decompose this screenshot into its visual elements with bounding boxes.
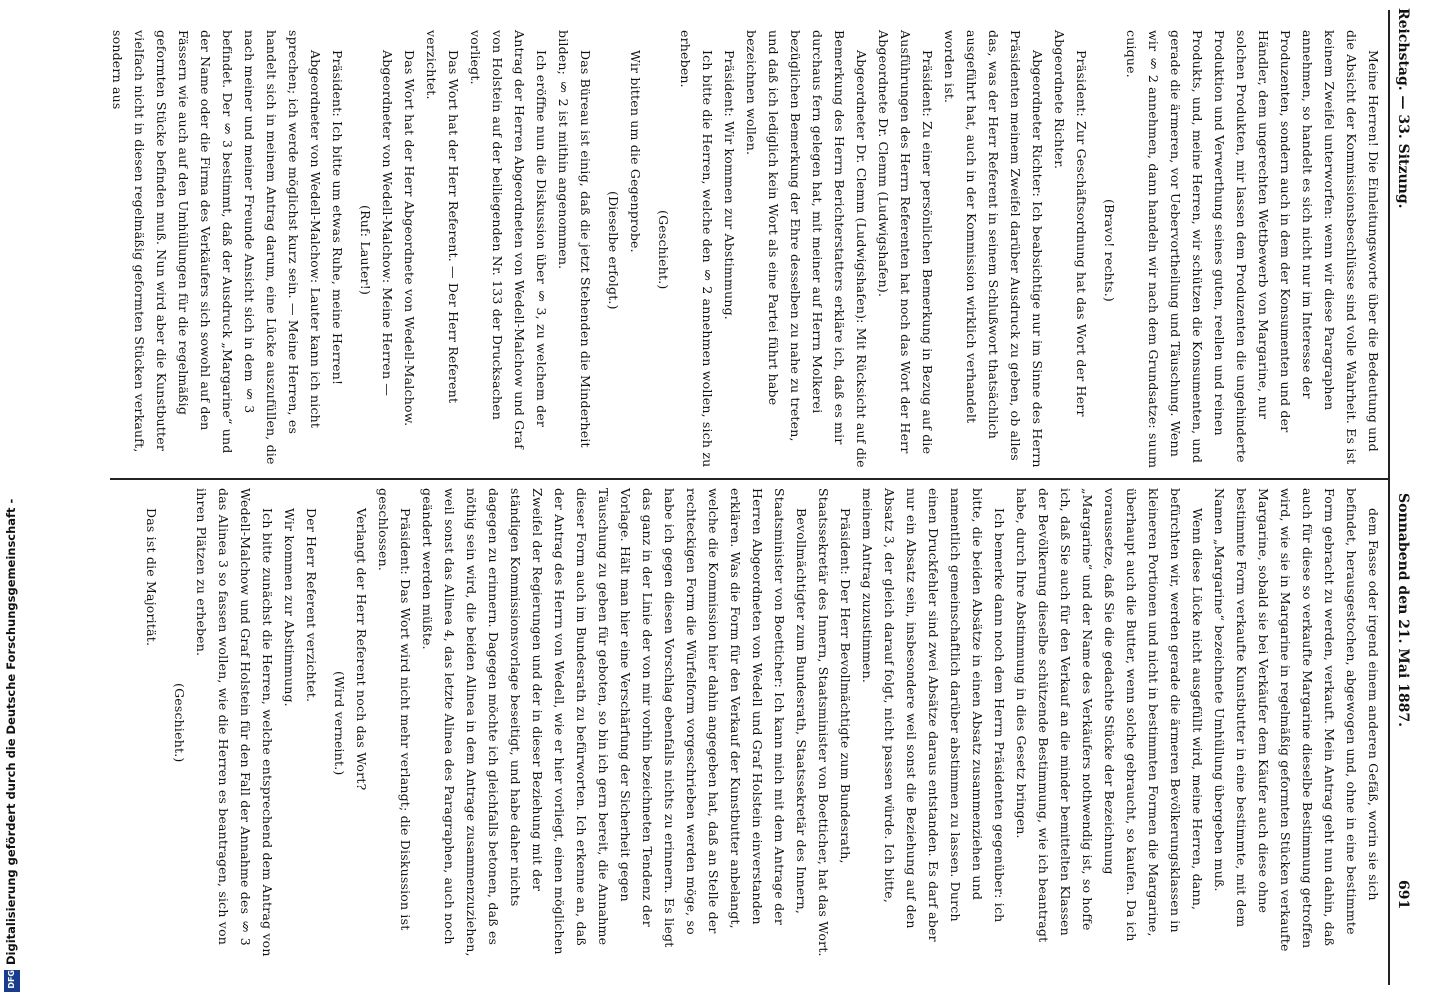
paragraph: Wir bitten um die Gegenprobe. [628,50,643,253]
paragraph: Das Wort hat der Herr Referent. — Der Herr Referent verzichtet. [424,30,461,408]
paragraph: Der Herr Referent verzichtet. [304,508,319,703]
paragraph: Abgeordneter von Wedell-Malchow: Lauter kann ich nicht sprechen; ich werde möglichst kurz sein. — Meine Herren, es handelt sich in meinem Antrag darum, eine Lücke auszufüllen, die nach meiner und meiner Freunde Ansicht sich in dem § 3 befindet. Der § 3 bestimmt, daß der Ausdruck „Margarine“ und der Name oder die Firma des Verkäufers sich sowohl auf den Fässern wie auch auf den Umhüllungen für die regelmäßig geformten Stücke befinden muß. Nun wird aber die Kunstbutter vielfach nicht in diesen regelmäßig geformten Stücken verkauft, sondern aus [110,30,323,469]
paragraph: Das ist die Majorität. [144,508,159,647]
paragraph: Ich eröffne nun die Diskussion über § 3, zu welchem der Antrag der Herren Abgeordneten von Wedell-Malchow und Graf von Holstein auf der beiliegenden Nr. 133 der Drucksachen vorliegt. [468,30,549,454]
paragraph: dem Fasse oder irgend einem anderen Gefäß, worin sie sich befindet, herausgestochen, abgewogen und, ohne in eine bestimmte Form gebracht zu werden, verkauft. Mein Antrag geht nun dahin, daß auch für diese so verkaufte Margarine dieselbe Bestimmung getroffen wird, wie sie in Margarine in regelmäßig geformten Stücken verkaufte Margarine, sobald sie bei Verkäufer dem Käufer auch diese ohne bestimmte Form verkaufte Kunstbutter in eine bestimmte, mit dem Namen „Margarine“ bezeichnete Umhüllung übergeben muß. [1212,488,1381,956]
paragraph: Präsident: Ich bitte um etwas Ruhe, meine Herren! [330,50,345,386]
footer-credit: Digitalisierung gefördert durch die Deutsche Forschungsgemeinschaft - [4,498,18,965]
paragraph: Präsident: Der Herr Bevollmächtigte zum Bundesrath, Staatssekretär des Innern, Staatsminister von Boetticher, hat das Wort. [816,488,853,957]
paragraph: Präsident: Zur Geschäftsordnung hat das Wort der Herr Abgeordnete Richter. [1052,30,1089,421]
text-column-left [110,30,1384,473]
paragraph: (Bravo! rechts.) [1102,198,1117,302]
paragraph: (Geschieht.) [656,210,671,290]
header-date: Sonnabend den 21. Mai 1887. [1395,493,1411,727]
paragraph: Abgeordneter von Wedell-Malchow: Meine Herren — [380,50,395,397]
paragraph: (Wird verneint.) [332,670,347,776]
paragraph: Präsident: Das Wort wird nicht mehr verlangt; die Diskussion ist geschlossen. [376,488,413,935]
header-rule [1388,10,1390,985]
paragraph: Ich bemerke dann noch dem Herrn Präsidenten gegenüber: ich bitte, die beiden Absätze in einen Absatz zusammenziehen und namentlich gemeinschaftlich darüber abstimmen zu lassen. Durch einen Druckfehler sind zwei Absätze daraus entstanden. Es darf aber nur ein Absatz sein, insbesondere weil sonst die Beziehung auf den Absatz 3, der gleich darauf folgt, nicht passen würde. Ich bitte, meinem Antrag zuzustimmen. [860,488,1007,946]
paragraph: (Geschieht.) [172,683,187,763]
dfg-logo: DFG [4,970,20,992]
paragraph: Präsident: Zu einer persönlichen Bemerkung in Bezug auf die Ausführungen des Herrn Referenten hat noch das Wort der Herr Abgeordnete Dr. Clemm (Ludwigshafen). [876,30,935,459]
paragraph: Ich bitte zunächst die Herren, welche entsprechend dem Antrag von Wedell-Malchow und Graf Holstein für den Fall der Annahme des § 3 das Alinea 3 so fassen wollen, wie die Herren es beantragen, sich von ihren Plätzen zu erheben. [194,488,275,961]
paragraph: Das Büreau ist einig, daß die jetzt Stehenden die Minderheit bilden; § 2 ist mithin angenommen. [556,30,593,452]
paragraph: Ich bitte die Herren, welche den § 2 annehmen wollen, sich zu erheben. [678,30,715,472]
paragraph: Wenn diese Lücke nicht ausgefüllt wird, meine Herren, dann, befürchten wir, werden gerade die ärmeren Bevölkerungsklassen in kleineren Portionen und nicht in bestimmten Formen die Margarine, überhaupt auch die Butter, wenn solche gebraucht, so kaufen. Da ich voraussetze, daß Sie die gedachte Stücke der Bezeichnung „Margarine“ und der Name des Verkäufers nothwendig ist, so hoffe ich, daß Sie auch für den Verkauf an die minder bemittelten Klassen der Bevölkerung dieselbe schützende Bestimmung, wie ich beantragt habe, durch Ihre Abstimmung in dies Gesetz bringen. [1014,488,1205,947]
paragraph: Das Wort hat der Herr Abgeordnete von Wedell-Malchow. [402,50,417,427]
paragraph: Meine Herren! Die Einleitungsworte über die Bedeutung und die Absicht der Kommissionsbeschlüsse sind volle Wahrheit. Es ist keinem Zweifel unterworfen: wenn wir diese Paragraphen annehmen, so handelt es sich nicht nur im Interesse der Produzenten, sondern auch in dem der Konsumenten und der Händler, dem ungerechten Wettbewerb von Margarine, nur solchen Produkten, mir lassen dem Produzenten die ungehinderte Produktion und Verwerthung seines guten, reellen und reinen Produkts, und, meine Herren, wir schützen die Konsumenten, und gerade die ärmeren, vor Uebervortheilung und Täuschung. Wenn wir § 2 annehmen, dann handeln wir nach dem Grundsatze: suum cuique. [1124,30,1381,473]
paragraph: Verlangt der Herr Referent noch das Wort? [354,508,369,791]
column-divider [110,478,1388,480]
paragraph: (Dieselbe erfolgt.) [606,190,621,310]
paragraph: Präsident: Wir kommen zur Abstimmung. [722,50,737,320]
paragraph: Abgeordneter Richter: Ich beabsichtige nur im Sinne des Herrn Präsidenten meinem Zweifel darüber Ausdruck zu geben, ob alles das, was der Herr Referent in seinem Schlußwort thatsächlich ausgeführt hat, auch in der Kommission wirklich verhandelt worden ist. [942,30,1045,472]
paragraph: Bevollmächtigter zum Bundesrath, Staatssekretär des Innern, Staatsminister von Boetticher: Ich kann mich mit dem Antrage der Herren Abgeordneten von Wedell und Graf Holstein einverstanden erklären. Was die Form für den Verkauf der Kunstbutter anbelangt, welche die Kommission hier dahin angegeben hat, daß an Stelle der rechteckigen Form die Würfelform vorgeschrieben werden möge, so habe ich gegen diesen Vorschlag ebenfalls nichts zu erinnern. Es liegt das ganz in der Linie der von mir vorhin bezeichneten Tendenz der Vorlage. Hält man hier eine Verschärfung der Sicherheit gegen Täuschung zu geben für geboten, so bin ich gern bereit, die Annahme dieser Form auch im Bundesrath zu befürworten. Ich erkenne an, daß der Antrag des Herrn von Wedell, wie er hier vorliegt, einen möglichen Zweifel der Regierungen und der in dieser Beziehung mit der ständigen Kommissionsvorlage beseitigt, und habe daher nichts dagegen zu erinnern. Dagegen möchte ich gleichfalls betonen, daß es nöthig sein wird, die beiden Alinea in dem Antrage zusammenzuziehen, weil sonst das Alinea 4, das letzte Alinea des Paragraphen, auch noch geändert werden müßte. [420,488,809,961]
paragraph: Abgeordneter Dr. Clemm (Ludwigshafen): Mit Rücksicht auf die Bemerkung des Herrn Berichterstatters erkläre ich, daß es mir durchaus fern gelegen hat, mit meiner auf Herrn Molkerei bezüglichen Bemerkung der Ehre desselben zu nahe zu treten, und daß ich lediglich kein Wort als eine Partei führt habe bezeichnen wollen. [744,30,869,472]
page-number: 691 [1395,880,1411,910]
paragraph: Wir kommen zur Abstimmung. [282,508,297,707]
text-column-right [112,488,1384,961]
header-left: Reichstag. — 33. Sitzung. [1395,8,1411,209]
paragraph: (Ruf: Lauter!) [358,204,373,296]
